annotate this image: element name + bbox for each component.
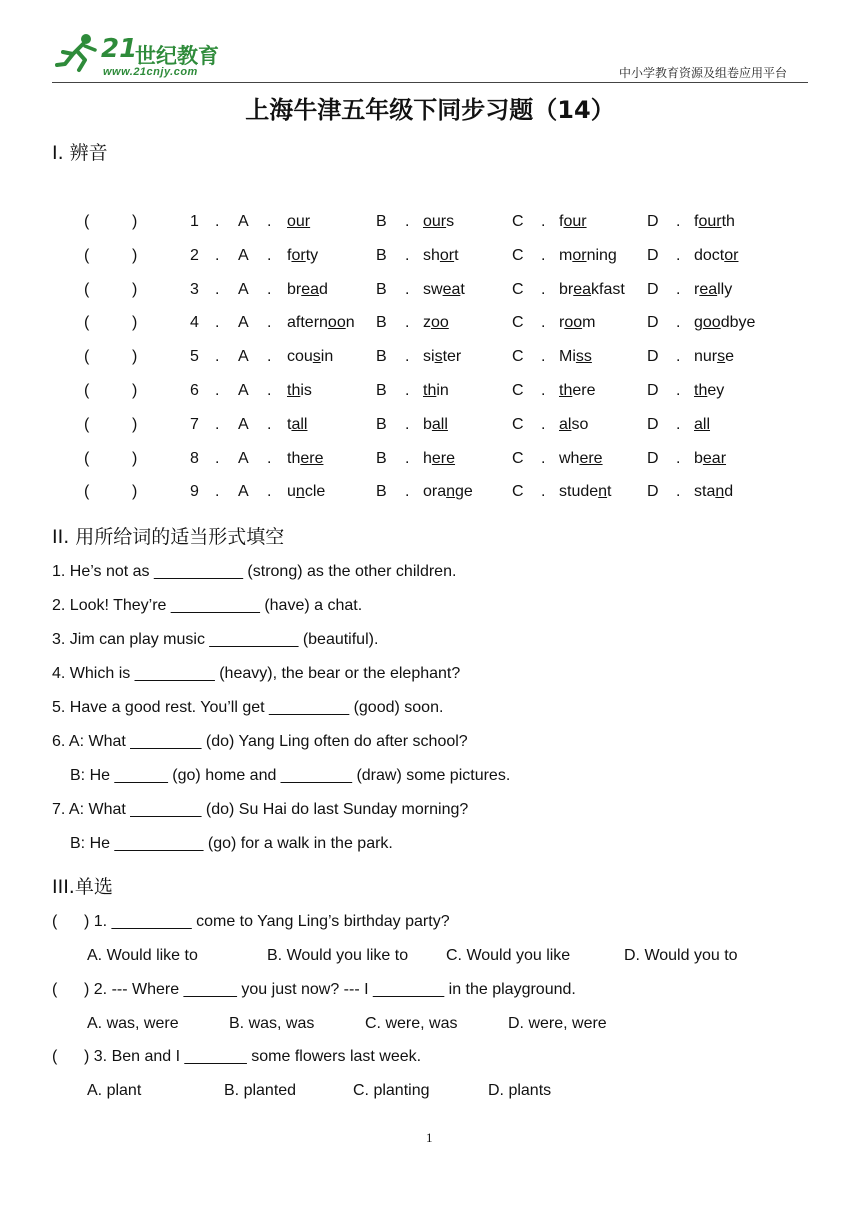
- section-1-heading: I. 辨音: [52, 142, 108, 164]
- option-dot: .: [541, 483, 546, 500]
- page-title: 上海牛津五年级下同步习题（14）: [245, 96, 615, 124]
- underlined-letters: oo: [431, 314, 449, 331]
- word-part: Mi: [559, 348, 576, 365]
- question-number: 6: [190, 382, 199, 399]
- option-letter: A: [238, 382, 249, 399]
- option-word: [287, 450, 323, 468]
- underlined-letters: oo: [327, 314, 346, 331]
- option-letter: D: [647, 247, 659, 264]
- option-word: [694, 416, 710, 434]
- option-letter: B: [376, 247, 387, 264]
- underlined-letters: n: [446, 483, 456, 500]
- option-word: [559, 213, 587, 231]
- option-word: [423, 416, 448, 434]
- option-dot: .: [267, 348, 272, 365]
- option-letter: B: [376, 281, 387, 298]
- answer-paren-open: (: [84, 416, 90, 433]
- option-word: [694, 483, 733, 501]
- number-dot: .: [215, 213, 220, 230]
- option-word: [559, 281, 625, 299]
- answer-paren-close: ): [132, 483, 138, 500]
- underlined-letters: n: [715, 483, 725, 500]
- fill-in-line: 3. Jim can play music __________ (beautiful).: [52, 631, 379, 648]
- option-letter: A: [238, 450, 249, 467]
- underlined-letters: our: [698, 213, 722, 230]
- answer-paren-close: ): [132, 314, 138, 331]
- choice-option: C. planting: [353, 1082, 430, 1099]
- option-dot: .: [267, 483, 272, 500]
- answer-paren-close: ): [132, 450, 138, 467]
- underlined-letters: or: [439, 247, 455, 264]
- choice-option: C. were, was: [365, 1015, 458, 1032]
- fill-in-line: 7. A: What ________ (do) Su Hai do last Sunday morning?: [52, 801, 469, 818]
- word-part: z: [423, 314, 431, 331]
- fill-in-line: 4. Which is _________ (heavy), the bear or the elephant?: [52, 665, 461, 682]
- fill-in-line: 2. Look! They’re __________ (have) a chat.: [52, 597, 363, 614]
- option-letter: B: [376, 213, 387, 230]
- question-stem: ) 3. Ben and I _______ some flowers last week.: [84, 1048, 422, 1065]
- option-letter: A: [238, 483, 249, 500]
- choice-option: A. Would like to: [87, 947, 198, 964]
- word-part: br: [287, 281, 302, 298]
- question-stem: ) 2. --- Where ______ you just now? --- I ________ in the playground.: [84, 981, 576, 998]
- option-dot: .: [676, 348, 681, 365]
- option-dot: .: [267, 247, 272, 264]
- option-letter: D: [647, 382, 659, 399]
- option-letter: D: [647, 416, 659, 433]
- option-dot: .: [405, 281, 410, 298]
- word-part: m: [559, 247, 573, 264]
- answer-paren-close: ): [132, 416, 138, 433]
- word-part: r: [694, 281, 700, 298]
- option-letter: D: [647, 281, 659, 298]
- option-word: [694, 348, 734, 366]
- word-part: e: [725, 348, 735, 365]
- underlined-letters: s: [717, 348, 726, 365]
- option-word: [559, 348, 592, 366]
- fill-in-line: B: He ______ (go) home and ________ (draw) some pictures.: [70, 767, 511, 784]
- word-part: ty: [305, 247, 319, 264]
- underlined-letters: all: [431, 416, 448, 433]
- choice-option: B. was, was: [229, 1015, 315, 1032]
- option-letter: C: [512, 450, 524, 467]
- logo-text: 世纪教育: [135, 44, 219, 68]
- answer-paren-open: (: [84, 483, 90, 500]
- option-dot: .: [405, 348, 410, 365]
- word-part: th: [721, 213, 735, 230]
- option-dot: .: [541, 247, 546, 264]
- option-letter: A: [238, 281, 249, 298]
- underlined-letters: th: [694, 382, 708, 399]
- option-word: [287, 382, 312, 400]
- word-part: in: [436, 382, 449, 399]
- word-part: dbye: [720, 314, 756, 331]
- underlined-letters: our: [287, 213, 311, 230]
- option-dot: .: [541, 382, 546, 399]
- option-letter: B: [376, 483, 387, 500]
- option-letter: D: [647, 348, 659, 365]
- underlined-letters: oo: [564, 314, 583, 331]
- choice-option: A. plant: [87, 1082, 142, 1099]
- underlined-letters: ea: [301, 281, 320, 298]
- word-part: th: [287, 450, 301, 467]
- fill-in-line: B: He __________ (go) for a walk in the park.: [70, 835, 393, 852]
- underlined-letters: our: [563, 213, 587, 230]
- word-part: b: [694, 450, 703, 467]
- option-letter: C: [512, 382, 524, 399]
- option-dot: .: [541, 348, 546, 365]
- underlined-letters: ss: [575, 348, 592, 365]
- option-word: [287, 416, 307, 434]
- logo: [55, 30, 225, 80]
- question-number: 7: [190, 416, 199, 433]
- question-number: 5: [190, 348, 199, 365]
- option-dot: .: [676, 247, 681, 264]
- word-part: sta: [694, 483, 716, 500]
- option-dot: .: [267, 382, 272, 399]
- underlined-letters: ea: [699, 281, 718, 298]
- word-part: t: [454, 247, 459, 264]
- word-part: si: [423, 348, 435, 365]
- word-part: sh: [423, 247, 440, 264]
- option-word: [694, 247, 738, 265]
- word-part: f: [287, 247, 292, 264]
- word-part: kfast: [591, 281, 625, 298]
- word-part: t: [287, 416, 292, 433]
- option-dot: .: [405, 450, 410, 467]
- answer-paren-open: (: [52, 981, 58, 998]
- option-word: [287, 281, 328, 299]
- word-part: cle: [304, 483, 326, 500]
- word-part: d: [319, 281, 328, 298]
- underlined-letters: all: [291, 416, 308, 433]
- option-word: [423, 450, 455, 468]
- question-number: 4: [190, 314, 199, 331]
- answer-paren-open: (: [84, 213, 90, 230]
- underlined-letters: or: [291, 247, 306, 264]
- option-letter: B: [376, 416, 387, 433]
- option-dot: .: [676, 416, 681, 433]
- fill-in-line: 5. Have a good rest. You’ll get _________ (good) soon.: [52, 699, 444, 716]
- answer-paren-close: ): [132, 281, 138, 298]
- number-dot: .: [215, 450, 220, 467]
- option-dot: .: [541, 281, 546, 298]
- option-letter: B: [376, 314, 387, 331]
- underlined-letters: or: [572, 247, 587, 264]
- option-dot: .: [405, 314, 410, 331]
- answer-paren-open: (: [52, 913, 58, 930]
- word-part: br: [559, 281, 574, 298]
- option-word: [694, 314, 755, 332]
- option-word: [423, 483, 473, 501]
- number-dot: .: [215, 247, 220, 264]
- answer-paren-open: (: [84, 450, 90, 467]
- option-word: [559, 382, 595, 400]
- option-dot: .: [541, 450, 546, 467]
- option-dot: .: [541, 416, 546, 433]
- answer-paren-open: (: [84, 348, 90, 365]
- underlined-letters: th: [287, 382, 301, 399]
- word-part: h: [423, 450, 432, 467]
- option-word: [287, 213, 310, 231]
- option-dot: .: [405, 416, 410, 433]
- word-part: ning: [586, 247, 617, 264]
- underlined-letters: ere: [579, 450, 603, 467]
- word-part: ge: [455, 483, 473, 500]
- question-stem: ) 1. _________ come to Yang Ling’s birthday party?: [84, 913, 450, 930]
- header-rule: [52, 82, 808, 83]
- word-part: g: [694, 314, 703, 331]
- option-dot: .: [676, 281, 681, 298]
- underlined-letters: ea: [573, 281, 592, 298]
- option-letter: C: [512, 213, 524, 230]
- platform-name: 中小学教育资源及组卷应用平台: [619, 66, 788, 80]
- underlined-letters: th: [423, 382, 437, 399]
- word-part: wh: [559, 450, 580, 467]
- option-word: [559, 416, 588, 434]
- option-letter: B: [376, 348, 387, 365]
- word-part: f: [559, 213, 564, 230]
- word-part: aftern: [287, 314, 328, 331]
- option-word: [287, 247, 318, 265]
- option-word: [694, 450, 726, 468]
- option-dot: .: [676, 382, 681, 399]
- word-part: cou: [287, 348, 313, 365]
- option-word: [559, 483, 612, 501]
- page-number: 1: [426, 1130, 433, 1145]
- option-word: [287, 483, 325, 501]
- option-word: [423, 247, 459, 265]
- option-dot: .: [405, 247, 410, 264]
- underlined-letters: n: [598, 483, 608, 500]
- answer-paren-close: ): [132, 213, 138, 230]
- runner-icon: [55, 32, 99, 74]
- option-dot: .: [541, 314, 546, 331]
- option-dot: .: [267, 314, 272, 331]
- choice-option: A. was, were: [87, 1015, 179, 1032]
- option-letter: B: [376, 450, 387, 467]
- logo-number: 21: [101, 34, 138, 64]
- word-part: f: [694, 213, 699, 230]
- underlined-letters: s: [434, 348, 443, 365]
- underlined-letters: s: [312, 348, 321, 365]
- option-word: [694, 281, 732, 299]
- fill-in-line: 6. A: What ________ (do) Yang Ling often do after school?: [52, 733, 468, 750]
- option-letter: A: [238, 247, 249, 264]
- word-part: u: [287, 483, 296, 500]
- option-letter: C: [512, 483, 524, 500]
- option-word: [423, 314, 449, 332]
- answer-paren-open: (: [84, 247, 90, 264]
- underlined-letters: al: [559, 416, 572, 433]
- word-part: s: [446, 213, 455, 230]
- question-number: 8: [190, 450, 199, 467]
- option-letter: D: [647, 314, 659, 331]
- option-word: [423, 382, 449, 400]
- word-part: in: [320, 348, 334, 365]
- option-letter: C: [512, 416, 524, 433]
- option-dot: .: [676, 483, 681, 500]
- option-dot: .: [405, 483, 410, 500]
- option-letter: A: [238, 348, 249, 365]
- word-part: t: [460, 281, 465, 298]
- choice-option: C. Would you like: [446, 947, 571, 964]
- underlined-letters: all: [694, 416, 711, 433]
- option-word: [423, 281, 465, 299]
- word-part: lly: [717, 281, 733, 298]
- underlined-letters: our: [423, 213, 447, 230]
- word-part: ter: [442, 348, 462, 365]
- word-part: b: [423, 416, 432, 433]
- question-number: 9: [190, 483, 199, 500]
- answer-paren-open: (: [84, 281, 90, 298]
- option-word: [559, 314, 595, 332]
- option-letter: C: [512, 247, 524, 264]
- word-part: nur: [694, 348, 718, 365]
- option-letter: A: [238, 416, 249, 433]
- question-number: 2: [190, 247, 199, 264]
- underlined-letters: ere: [431, 450, 456, 467]
- choice-option: D. Would you to: [624, 947, 738, 964]
- option-dot: .: [267, 281, 272, 298]
- answer-paren-close: ): [132, 247, 138, 264]
- word-part: so: [571, 416, 589, 433]
- option-word: [694, 382, 724, 400]
- question-number: 1: [190, 213, 199, 230]
- word-part: m: [582, 314, 596, 331]
- option-letter: D: [647, 213, 659, 230]
- word-part: doct: [694, 247, 725, 264]
- word-part: ey: [707, 382, 725, 399]
- underlined-letters: n: [295, 483, 305, 500]
- question-number: 3: [190, 281, 199, 298]
- option-dot: .: [676, 213, 681, 230]
- option-word: [559, 247, 617, 265]
- underlined-letters: ear: [702, 450, 727, 467]
- answer-paren-close: ): [132, 382, 138, 399]
- option-letter: D: [647, 483, 659, 500]
- option-dot: .: [405, 382, 410, 399]
- number-dot: .: [215, 483, 220, 500]
- section-2-heading: II. 用所给词的适当形式填空: [52, 526, 285, 548]
- option-word: [694, 213, 735, 231]
- option-dot: .: [676, 450, 681, 467]
- option-dot: .: [405, 213, 410, 230]
- word-part: r: [559, 314, 565, 331]
- option-word: [287, 348, 333, 366]
- option-letter: B: [376, 382, 387, 399]
- option-letter: D: [647, 450, 659, 467]
- answer-paren-close: ): [132, 348, 138, 365]
- option-word: [423, 213, 454, 231]
- underlined-letters: th: [559, 382, 573, 399]
- word-part: is: [300, 382, 312, 399]
- logo-url: www.21cnjy.com: [103, 66, 198, 78]
- option-dot: .: [267, 416, 272, 433]
- option-word: [559, 450, 603, 468]
- underlined-letters: ere: [300, 450, 324, 467]
- option-word: [287, 314, 355, 332]
- choice-option: D. plants: [488, 1082, 552, 1099]
- option-letter: C: [512, 281, 524, 298]
- answer-paren-open: (: [84, 314, 90, 331]
- fill-in-line: 1. He’s not as __________ (strong) as the other children.: [52, 563, 457, 580]
- option-dot: .: [267, 450, 272, 467]
- option-dot: .: [267, 213, 272, 230]
- underlined-letters: oo: [702, 314, 721, 331]
- word-part: d: [724, 483, 734, 500]
- choice-option: B. planted: [224, 1082, 297, 1099]
- word-part: t: [607, 483, 612, 500]
- underlined-letters: or: [724, 247, 739, 264]
- number-dot: .: [215, 348, 220, 365]
- option-dot: .: [676, 314, 681, 331]
- word-part: n: [345, 314, 355, 331]
- underlined-letters: ea: [442, 281, 461, 298]
- word-part: ora: [423, 483, 447, 500]
- number-dot: .: [215, 382, 220, 399]
- word-part: sw: [423, 281, 443, 298]
- option-letter: A: [238, 213, 249, 230]
- answer-paren-open: (: [52, 1048, 58, 1065]
- option-dot: .: [541, 213, 546, 230]
- word-part: stude: [559, 483, 599, 500]
- choice-option: B. Would you like to: [267, 947, 409, 964]
- number-dot: .: [215, 314, 220, 331]
- section-3-heading: III.单选: [52, 876, 113, 898]
- option-word: [423, 348, 461, 366]
- option-letter: A: [238, 314, 249, 331]
- answer-paren-open: (: [84, 382, 90, 399]
- option-letter: C: [512, 348, 524, 365]
- choice-option: D. were, were: [508, 1015, 607, 1032]
- number-dot: .: [215, 281, 220, 298]
- word-part: ere: [572, 382, 596, 399]
- number-dot: .: [215, 416, 220, 433]
- option-letter: C: [512, 314, 524, 331]
